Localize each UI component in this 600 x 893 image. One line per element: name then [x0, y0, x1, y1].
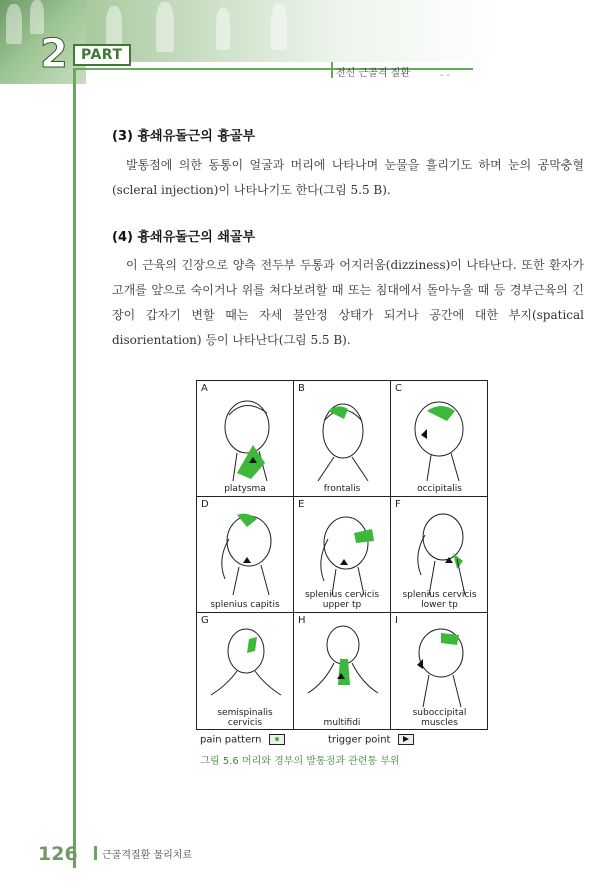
panel-letter: G	[201, 615, 209, 626]
pain-pattern-icon	[269, 734, 285, 745]
panel-label: splenius cervicis lower tp	[402, 590, 477, 610]
panel-a	[197, 381, 294, 497]
panel-label: suboccipital muscles	[412, 708, 467, 728]
part-number: 2	[40, 31, 68, 77]
panel-letter: F	[395, 499, 401, 510]
head-back-illustration	[207, 625, 285, 713]
legend-trigger	[328, 734, 414, 746]
head-side-illustration	[304, 509, 382, 597]
head-back-illustration	[304, 625, 382, 713]
panel-label: semispinalis cervicis	[217, 708, 273, 728]
panel-h	[294, 613, 391, 730]
panel-letter: D	[201, 499, 209, 510]
panel-label: platysma	[224, 484, 266, 494]
section-body-4: 이 근육의 긴장으로 양측 전두부 두통과 어지러움(dizziness)이 나타난다. 또한 환자가 고개를 앞으로 숙이거나 위를 쳐다보려할 때 또는 침대에서 돌아누울 때 등 경부근육의 긴장이 갑자기 변할 때는 자세 불안정 상태가 되거나 공간에 대한 부지(spatical disorientation) 등이 나타난다(그림 5.5 B).	[112, 258, 584, 347]
panel-letter: I	[395, 615, 398, 626]
panel-label: occipitalis	[417, 484, 462, 494]
section-heading-4: (4) 흉쇄유돌근의 쇄골부	[112, 230, 256, 245]
panel-label: multifidi	[323, 718, 361, 728]
chapter-title: 전신 근골격 질환	[336, 68, 410, 79]
panel-i	[391, 613, 488, 730]
figure-caption: 그림 5.6 머리와 경부의 발통점과 관련통 부위	[200, 756, 400, 767]
head-side-illustration	[207, 509, 285, 597]
part-label: PART	[73, 44, 131, 66]
legend-pain-label: pain pattern	[200, 734, 262, 746]
panel-c	[391, 381, 488, 497]
panel-letter: A	[201, 383, 208, 394]
trigger-point-figure	[196, 380, 488, 730]
header-fade	[340, 0, 500, 62]
section-body-3: 발통점에 의한 동통이 얼굴과 머리에 나타나며 눈물을 흘리기도 하며 눈의 공막충혈(scleral injection)이 나타나기도 한다(그림 5.5 B).	[112, 158, 584, 197]
panel-letter: C	[395, 383, 402, 394]
trigger-point-icon	[398, 734, 414, 745]
chapter-divider	[331, 62, 333, 78]
face-front-illustration	[304, 393, 382, 481]
panel-label: frontalis	[323, 484, 361, 494]
panel-f	[391, 497, 488, 613]
panel-g	[197, 613, 294, 730]
panel-letter: E	[298, 499, 305, 510]
panel-label: splenius capitis	[210, 600, 280, 610]
panel-label: splenius cervicis upper tp	[304, 590, 380, 610]
head-side-illustration	[401, 625, 479, 713]
chapter-mark: ‑ ‑	[440, 70, 450, 81]
panel-b	[294, 381, 391, 497]
head-side-illustration	[207, 393, 285, 481]
panel-letter: H	[298, 615, 306, 626]
section-heading-3: (3) 흉쇄유돌근의 흉골부	[112, 129, 256, 144]
header-rule	[73, 68, 473, 70]
footer-divider	[94, 846, 97, 860]
head-side-illustration	[401, 393, 479, 481]
legend-trigger-label: trigger point	[328, 734, 391, 746]
page-number: 126	[38, 843, 78, 865]
panel-letter: B	[298, 383, 305, 394]
margin-rule	[73, 68, 76, 868]
head-side-illustration	[401, 509, 479, 597]
panel-e	[294, 497, 391, 613]
legend-pain	[200, 734, 285, 746]
book-title: 근골격질환 물리치료	[102, 850, 193, 861]
panel-d	[197, 497, 294, 613]
